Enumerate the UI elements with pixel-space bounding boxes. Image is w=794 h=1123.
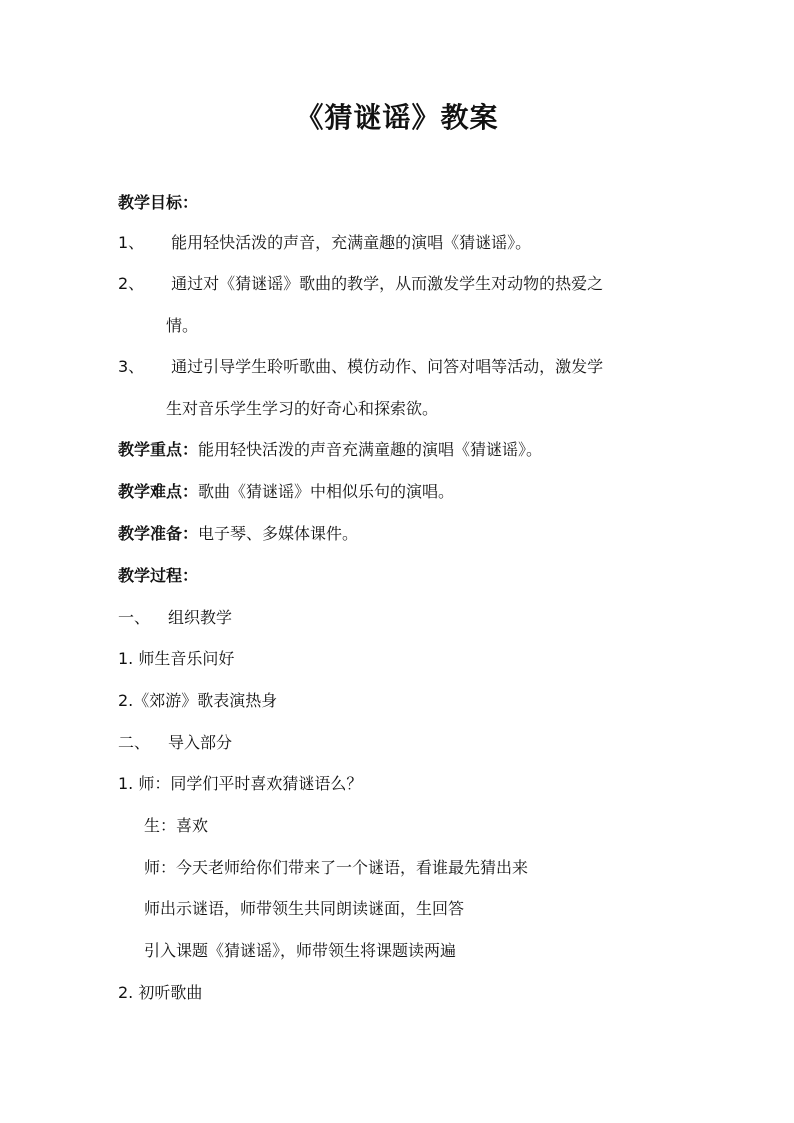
- objective-number: 1、: [118, 233, 145, 252]
- list-item: 1. 师生音乐问好: [118, 649, 235, 668]
- objective-text: 能用轻快活泼的声音，充满童趣的演唱《猜谜谣》。: [171, 233, 532, 252]
- objective-item-3: [118, 356, 603, 378]
- list-item: 2.《郊游》歌表演热身: [118, 691, 278, 710]
- objective-item-1: [118, 232, 531, 254]
- preparation-text: 电子琴、多媒体课件。: [198, 524, 359, 543]
- process-heading: 教学过程：: [118, 566, 199, 585]
- section-title: 组织教学: [168, 608, 233, 627]
- dialogue-line: 师出示谜语，师带领生共同朗读谜面，生回答: [144, 899, 465, 918]
- preparation-label: 教学准备：: [118, 524, 199, 543]
- section-title: 导入部分: [168, 733, 233, 752]
- section-number: 一、: [118, 608, 151, 627]
- objective-item-2: [118, 273, 603, 295]
- section-heading-2: [118, 732, 232, 754]
- key-point-text: 能用轻快活泼的声音充满童趣的演唱《猜谜谣》。: [198, 440, 543, 459]
- list-item: 2. 初听歌曲: [118, 983, 203, 1002]
- dialogue-line: 师：今天老师给你们带来了一个谜语，看谁最先猜出来: [144, 858, 529, 877]
- difficult-point-label: 教学难点：: [118, 482, 199, 501]
- objective-item-2-continuation: 情。: [166, 316, 199, 335]
- difficult-point-text: 歌曲《猜谜谣》中相似乐句的演唱。: [198, 482, 455, 501]
- preparation: [118, 523, 358, 545]
- section-heading-1: [118, 607, 232, 629]
- dialogue-line: 引入课题《猜谜谣》，师带领生将课题读两遍: [144, 941, 457, 960]
- objectives-heading: 教学目标：: [118, 193, 199, 212]
- objective-number: 2、: [118, 274, 145, 293]
- section-number: 二、: [118, 733, 151, 752]
- list-item: 1. 师：同学们平时喜欢猜谜语么？: [118, 774, 363, 793]
- objective-item-3-continuation: 生对音乐学生学习的好奇心和探索欲。: [166, 399, 439, 418]
- key-point-label: 教学重点：: [118, 440, 199, 459]
- dialogue-line: 生：喜欢: [144, 816, 209, 835]
- difficult-point: [118, 481, 454, 503]
- objective-text: 通过引导学生聆听歌曲、模仿动作、问答对唱等活动，激发学: [171, 357, 604, 376]
- document-title: 《猜谜谣》教案: [295, 101, 499, 134]
- objective-number: 3、: [118, 357, 145, 376]
- objective-text: 通过对《猜谜谣》歌曲的教学，从而激发学生对动物的热爱之: [171, 274, 604, 293]
- key-point: [118, 439, 542, 461]
